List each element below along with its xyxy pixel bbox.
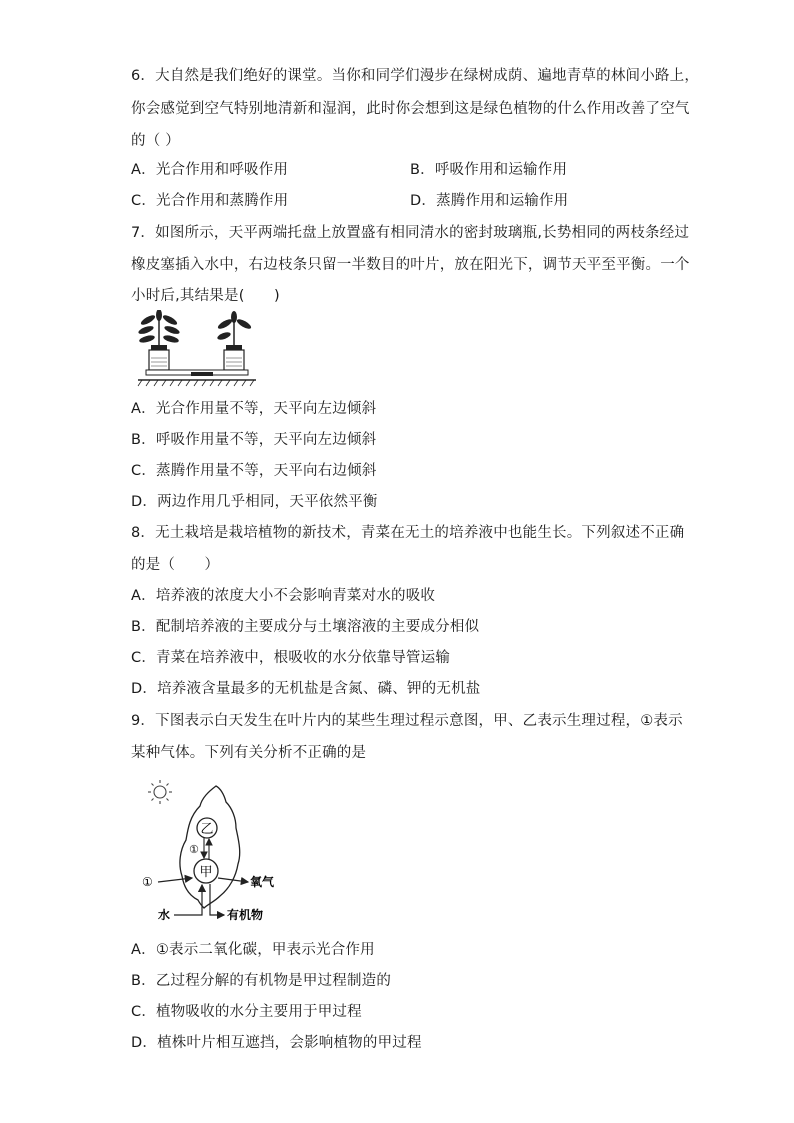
inner-gas-label: ① bbox=[189, 843, 199, 856]
q7-option-a: A．光合作用量不等，天平向左边倾斜 bbox=[131, 401, 377, 417]
q8-option-d: D．培养液含量最多的无机盐是含氮、磷、钾的无机盐 bbox=[131, 681, 481, 697]
q7-option-c: C．蒸腾作用量不等，天平向右边倾斜 bbox=[131, 463, 377, 479]
q7-stem-line-2: 橡皮塞插入水中，右边枝条只留一半数目的叶片，放在阳光下，调节天平至平衡。一个 bbox=[131, 257, 690, 273]
left-bottle bbox=[149, 350, 169, 370]
oxygen-label: 氧气 bbox=[250, 875, 275, 889]
process-yi-label: 乙 bbox=[200, 822, 214, 837]
q8-option-a: A．培养液的浓度大小不会影响青菜对水的吸收 bbox=[131, 588, 436, 604]
q8-option-c: C．青菜在培养液中，根吸收的水分依靠导管运输 bbox=[131, 650, 451, 666]
q8-option-b: B．配制培养液的主要成分与土壤溶液的主要成分相似 bbox=[131, 619, 480, 635]
gas-input-label: ① bbox=[142, 875, 153, 889]
q9-option-c: C．植物吸收的水分主要用于甲过程 bbox=[131, 1004, 362, 1020]
q7-option-d: D．两边作用几乎相同，天平依然平衡 bbox=[131, 494, 378, 510]
q6-option-b: B．呼吸作用和运输作用 bbox=[410, 162, 568, 178]
q7-option-b: B．呼吸作用量不等，天平向左边倾斜 bbox=[131, 432, 377, 448]
leaf-diagram bbox=[138, 778, 278, 926]
q7-stem-line-3: 小时后,其结果是( ) bbox=[131, 288, 280, 304]
balance-base bbox=[138, 370, 256, 386]
q6-stem-line-1: 6．大自然是我们绝好的课堂。当你和同学们漫步在绿树成荫、遍地青草的林间小路上， bbox=[131, 68, 700, 84]
q8-stem-line-1: 8．无土栽培是栽培植物的新技术，青菜在无土的培养液中也能生长。下列叙述不正确 bbox=[131, 525, 685, 541]
sun-icon bbox=[148, 780, 172, 804]
q9-option-d: D．植株叶片相互遮挡，会影响植物的甲过程 bbox=[131, 1035, 422, 1051]
q9-option-a: A．①表示二氧化碳，甲表示光合作用 bbox=[131, 942, 375, 958]
q6-option-c: C．光合作用和蒸腾作用 bbox=[131, 193, 289, 209]
q9-option-b: B．乙过程分解的有机物是甲过程制造的 bbox=[131, 973, 392, 989]
water-label: 水 bbox=[158, 908, 171, 922]
process-jia-label: 甲 bbox=[199, 865, 213, 880]
q9-stem-line-1: 9．下图表示白天发生在叶片内的某些生理过程示意图，甲、乙表示生理过程，①表示 bbox=[131, 713, 683, 729]
q6-stem-line-3: 的（ ） bbox=[131, 133, 180, 149]
balance-figure bbox=[136, 310, 264, 388]
q8-stem-line-2: 的是（ ） bbox=[131, 557, 220, 573]
q6-option-a: A．光合作用和呼吸作用 bbox=[131, 162, 289, 178]
q9-stem-line-2: 某种气体。下列有关分析不正确的是 bbox=[131, 745, 367, 761]
q7-stem-line-1: 7．如图所示，天平两端托盘上放置盛有相同清水的密封玻璃瓶,长势相同的两枝条经过 bbox=[131, 225, 690, 241]
organic-label: 有机物 bbox=[227, 908, 264, 922]
right-bottle bbox=[224, 350, 244, 370]
q6-stem-line-2: 你会感觉到空气特别地清新和湿润，此时你会想到这是绿色植物的什么作用改善了空气 bbox=[131, 101, 690, 117]
q6-option-d: D．蒸腾作用和运输作用 bbox=[410, 193, 569, 209]
